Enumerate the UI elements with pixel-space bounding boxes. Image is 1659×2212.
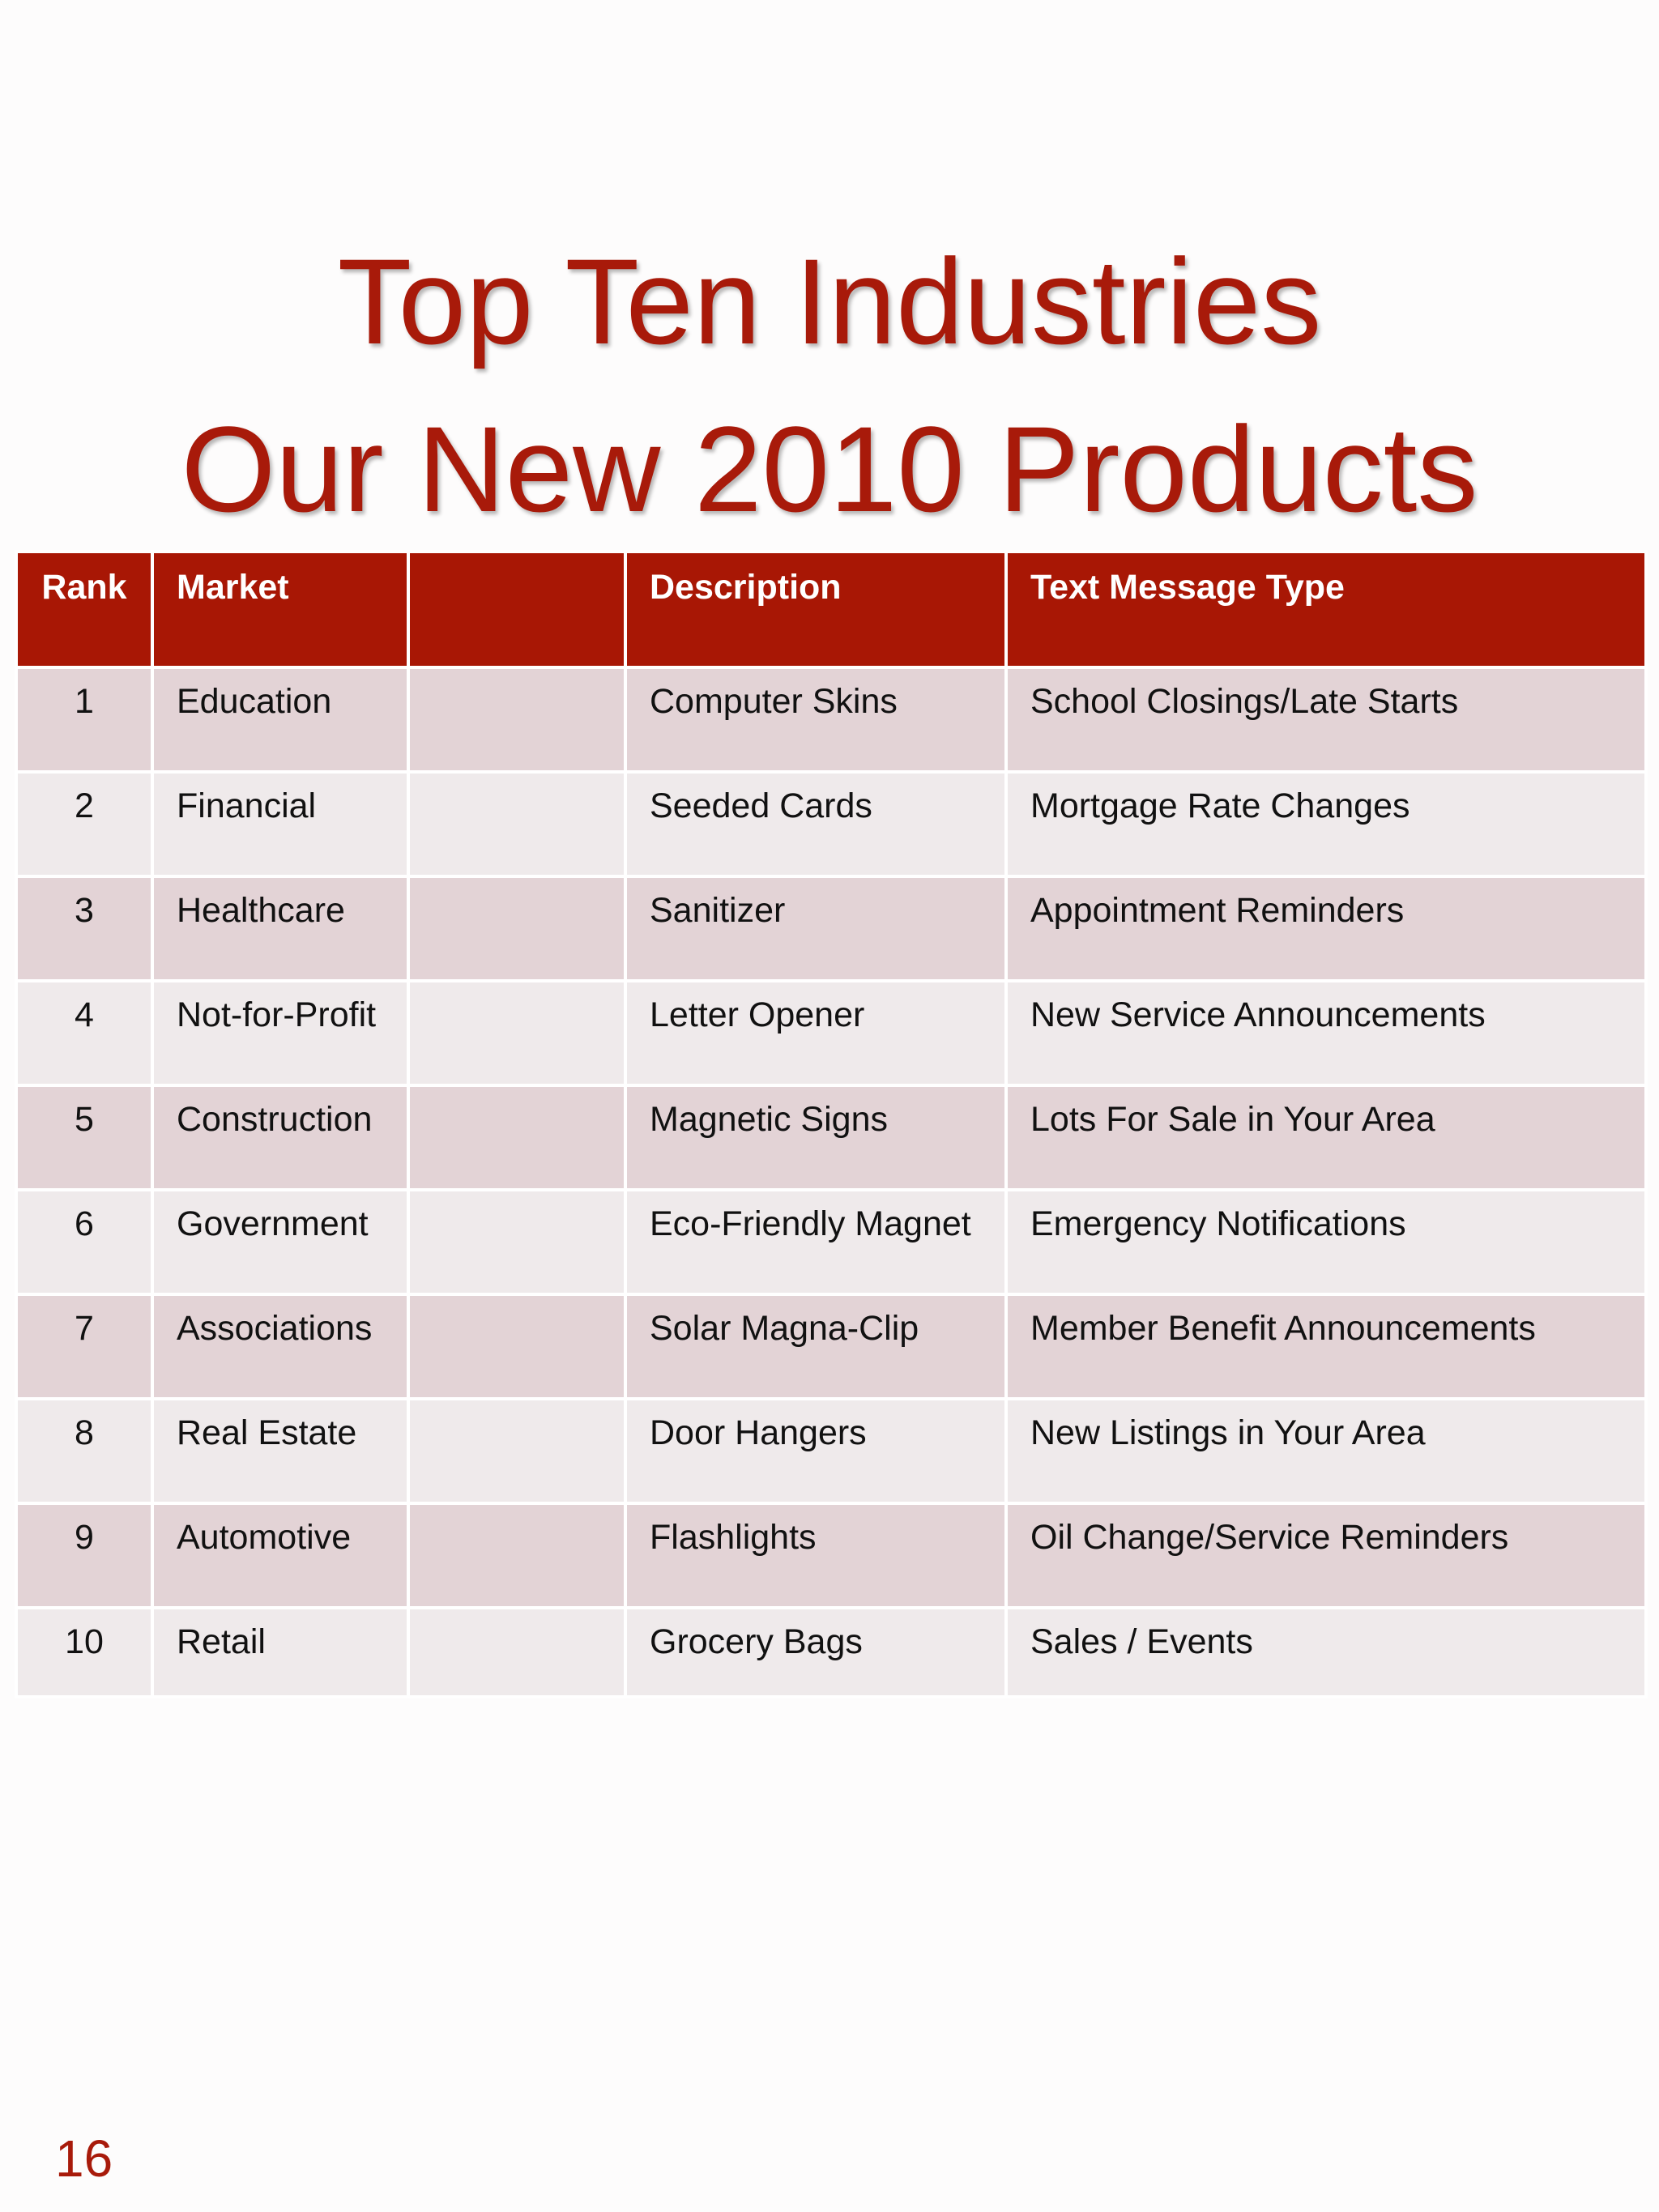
table-row — [16, 1190, 1646, 1294]
header-description: Description — [625, 552, 1006, 667]
description-cell: Flashlights — [625, 1503, 1006, 1608]
description-cell: Grocery Bags — [625, 1608, 1006, 1697]
market-cell: Automotive — [152, 1503, 408, 1608]
table-row — [16, 1085, 1646, 1190]
table-row — [16, 667, 1646, 772]
header-text-message-type: Text Message Type — [1006, 552, 1646, 667]
description-cell: Door Hangers — [625, 1399, 1006, 1503]
text-message-type-cell: Member Benefit Announcements — [1006, 1294, 1646, 1399]
rank-cell: 4 — [16, 981, 152, 1085]
market-cell: Financial — [152, 772, 408, 876]
market-cell: Government — [152, 1190, 408, 1294]
market-cell: Construction — [152, 1085, 408, 1190]
table-row — [16, 772, 1646, 876]
header-market: Market — [152, 552, 408, 667]
text-message-type-cell: Lots For Sale in Your Area — [1006, 1085, 1646, 1190]
blank-cell — [408, 1503, 625, 1608]
table-body — [16, 667, 1646, 1697]
blank-cell — [408, 1399, 625, 1503]
text-message-type-cell: Appointment Reminders — [1006, 876, 1646, 981]
description-cell: Solar Magna-Clip — [625, 1294, 1006, 1399]
market-cell: Not-for-Profit — [152, 981, 408, 1085]
table-row — [16, 1294, 1646, 1399]
market-cell: Real Estate — [152, 1399, 408, 1503]
table-row — [16, 1608, 1646, 1697]
table-row — [16, 981, 1646, 1085]
market-cell: Associations — [152, 1294, 408, 1399]
slide-title-line-2: Our New 2010 Products — [181, 401, 1478, 537]
header-rank: Rank — [16, 552, 152, 667]
header-row — [16, 552, 1646, 667]
industries-table — [15, 550, 1648, 1698]
rank-cell: 7 — [16, 1294, 152, 1399]
market-cell: Education — [152, 667, 408, 772]
description-cell: Sanitizer — [625, 876, 1006, 981]
market-cell: Retail — [152, 1608, 408, 1697]
text-message-type-cell: Oil Change/Service Reminders — [1006, 1503, 1646, 1608]
description-cell: Magnetic Signs — [625, 1085, 1006, 1190]
rank-cell: 3 — [16, 876, 152, 981]
table-row — [16, 876, 1646, 981]
description-cell: Computer Skins — [625, 667, 1006, 772]
text-message-type-cell: Sales / Events — [1006, 1608, 1646, 1697]
blank-cell — [408, 772, 625, 876]
rank-cell: 8 — [16, 1399, 152, 1503]
blank-cell — [408, 1085, 625, 1190]
table-row — [16, 1399, 1646, 1503]
market-cell: Healthcare — [152, 876, 408, 981]
table-header — [16, 552, 1646, 667]
slide-title-line-1: Top Ten Industries — [337, 233, 1322, 369]
blank-cell — [408, 1294, 625, 1399]
rank-cell: 2 — [16, 772, 152, 876]
description-cell: Letter Opener — [625, 981, 1006, 1085]
page-number: 16 — [55, 2129, 113, 2188]
text-message-type-cell: School Closings/Late Starts — [1006, 667, 1646, 772]
text-message-type-cell: New Listings in Your Area — [1006, 1399, 1646, 1503]
header-blank — [408, 552, 625, 667]
text-message-type-cell: Emergency Notifications — [1006, 1190, 1646, 1294]
rank-cell: 9 — [16, 1503, 152, 1608]
text-message-type-cell: Mortgage Rate Changes — [1006, 772, 1646, 876]
rank-cell: 1 — [16, 667, 152, 772]
blank-cell — [408, 1608, 625, 1697]
blank-cell — [408, 876, 625, 981]
rank-cell: 10 — [16, 1608, 152, 1697]
description-cell: Eco-Friendly Magnet — [625, 1190, 1006, 1294]
description-cell: Seeded Cards — [625, 772, 1006, 876]
table-row — [16, 1503, 1646, 1608]
text-message-type-cell: New Service Announcements — [1006, 981, 1646, 1085]
blank-cell — [408, 1190, 625, 1294]
rank-cell: 5 — [16, 1085, 152, 1190]
blank-cell — [408, 981, 625, 1085]
rank-cell: 6 — [16, 1190, 152, 1294]
blank-cell — [408, 667, 625, 772]
